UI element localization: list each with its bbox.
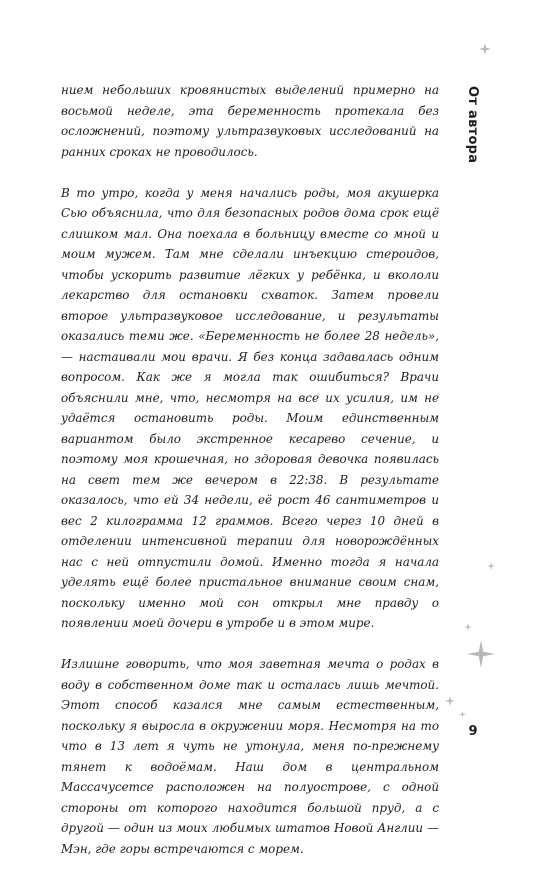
page-number: 9 (468, 724, 478, 739)
sparkle-star-icon (487, 562, 495, 570)
body-text (61, 80, 439, 880)
sparkle-star-icon (445, 696, 455, 706)
paragraph-2: В то утро, когда у меня начались роды, моя акушерка Сью объяснила, что для безопасных родов дома срок ещё слишком мал. Она поехала в больницу вместе со мной и моим мужем. Там мне сделали инъекцию стероидов, чтобы ускорить развитие лёгких у ребёнка, и вкололи лекарство для остановки схваток. Затем провели второе ультразвуковое исследование, и результаты оказались теми же. «Беременность не более 28 недель», — настаивали мои врачи. Я без конца задавалась одним вопросом. Как же я могла так ошибиться? Врачи объяснили мне, что, несмотря на все их усилия, им не удаётся остановить роды. Моим единственным вариантом было экстренное кесарево сечение, и поэтому моя крошечная, но здоровая девочка появилась на свет тем же вечером в 22:38. В результате оказалось, что ей 34 недели, её рост 46 сантиметров и вес 2 килограмма 12 граммов. Всего через 10 дней в отделении интенсивной терапии для новорождённых нас с ней отпустили домой. Именно тогда я начала уделять ещё более пристальное внимание своим снам, поскольку именно мой сон открыл мне правду о появлении моей дочери в утробе и в этом мире. (61, 185, 439, 630)
sparkle-star-icon (467, 640, 495, 668)
sparkle-star-icon (479, 43, 491, 55)
running-header (462, 86, 482, 186)
sparkle-star-icon (459, 711, 466, 718)
sparkle-star-icon (464, 623, 472, 631)
paragraph-1: нием небольших кровянистых выделений примерно на восьмой неделе, эта беременность протекала без осложнений, поэтому ультразвуковых исследований на ранних сроках не проводилось. (61, 83, 439, 159)
paragraph-3: Излишне говорить, что моя заветная мечта о родах в воду в собственном доме так и осталась лишь мечтой. Этот способ казался мне самым естественным, поскольку я выросла в окружении моря. Несмотря на то что в 13 лет я чуть не утонула, меня по-прежнему тянет к водоёмам. Наш дом в центральном Массачусетсе расположен на полуострове, с одной стороны от которого находится большой пруд, а с другой — один из моих любимых штатов Новой Англии — Мэн, где горы встречаются с морем. (61, 657, 439, 856)
section-title: От автора (465, 86, 480, 164)
